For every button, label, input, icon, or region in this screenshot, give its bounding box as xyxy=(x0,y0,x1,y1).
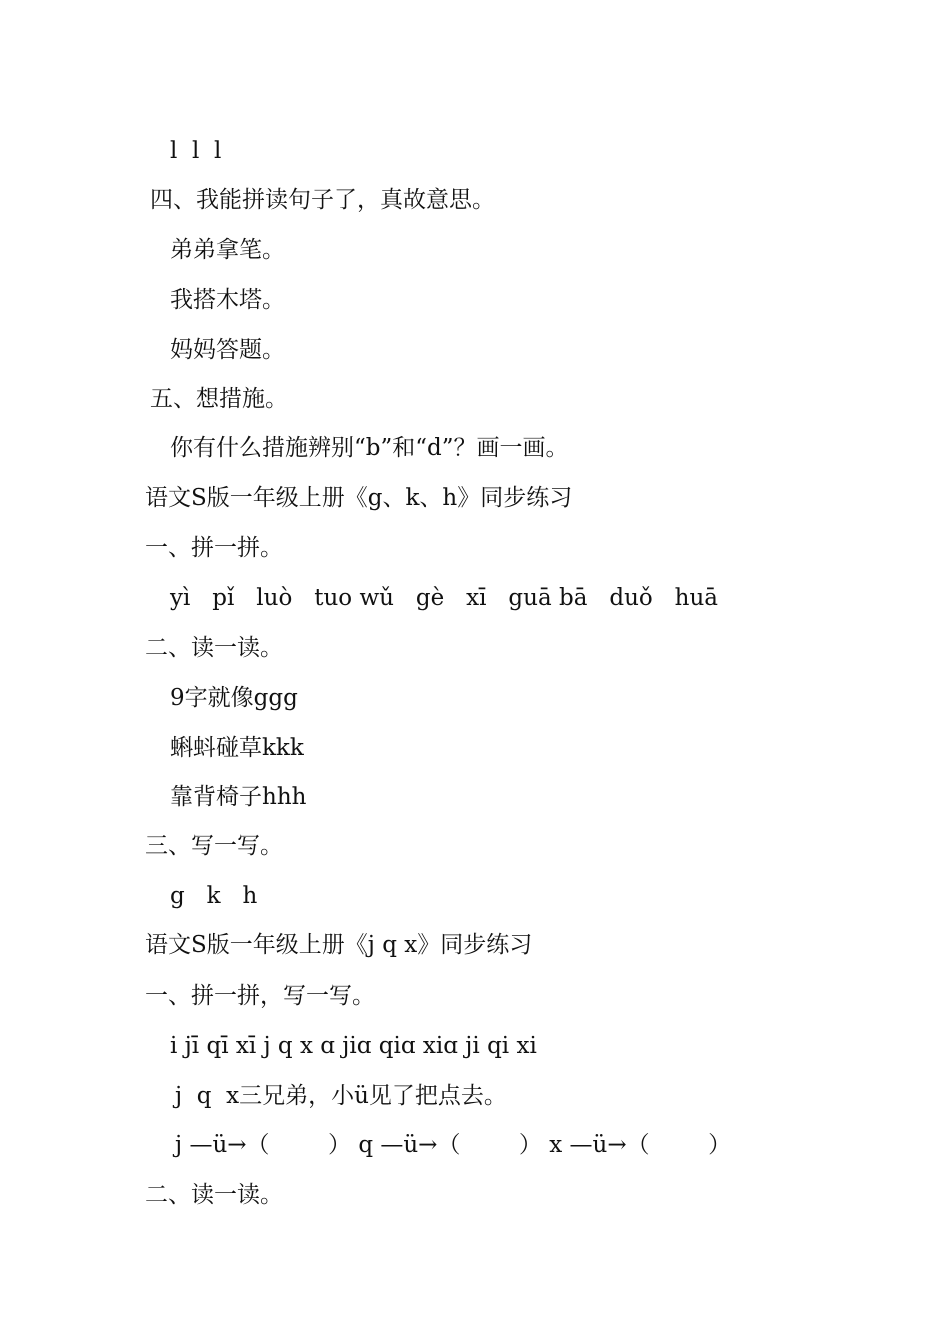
letters-gkh: g k h xyxy=(170,883,258,909)
sentence-2: 我搭木塔。 xyxy=(170,287,285,313)
section-two-heading-jqx: 二、读一读。 xyxy=(145,1182,283,1208)
rhyme-k: 蝌蚪碰草kkk xyxy=(170,735,304,761)
jqx-rule: j q x三兄弟，小ü见了把点去。 xyxy=(175,1083,507,1109)
letters-l-row: l l l xyxy=(170,138,222,164)
lesson-title-gkh: 语文S版一年级上册《g、k、h》同步练习 xyxy=(145,485,573,511)
section-three-heading: 三、写一写。 xyxy=(145,833,283,859)
section-one-heading: 一、拼一拼。 xyxy=(145,535,283,561)
section-one-heading-jqx: 一、拼一拼，写一写。 xyxy=(145,983,375,1009)
rhyme-g: 9字就像ggg xyxy=(170,685,298,711)
rhyme-h: 靠背椅子hhh xyxy=(170,784,307,810)
section-four-heading: 四、我能拼读句子了，真故意思。 xyxy=(150,187,495,213)
section-five-question: 你有什么措施辨别“b”和“d”？画一画。 xyxy=(170,435,569,461)
pinyin-row-jqx: i jī qī xī j q x ɑ jiɑ qiɑ xiɑ ji qi xi xyxy=(170,1033,537,1059)
pinyin-row: yì pǐ luò tuo wǔ gè xī guā bā duǒ huā xyxy=(170,585,719,611)
section-five-heading: 五、想措施。 xyxy=(150,386,288,412)
lesson-title-jqx: 语文S版一年级上册《j q x》同步练习 xyxy=(145,932,533,958)
sentence-3: 妈妈答题。 xyxy=(170,337,285,363)
section-two-heading: 二、读一读。 xyxy=(145,635,283,661)
jqx-u-exercise: j —ü→（ ） q —ü→（ ） x —ü→（ ） xyxy=(175,1132,732,1158)
sentence-1: 弟弟拿笔。 xyxy=(170,237,285,263)
